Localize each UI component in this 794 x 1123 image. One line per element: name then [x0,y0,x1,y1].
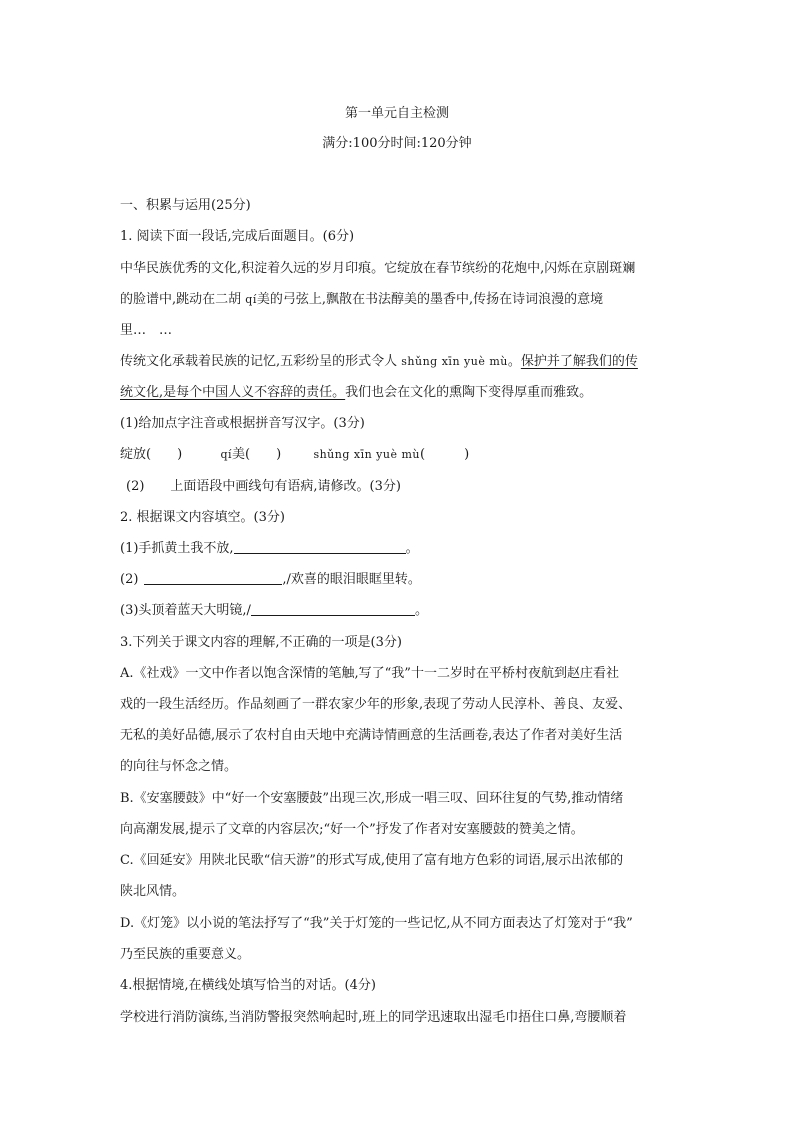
pinyin: qí [220,448,232,461]
page-subtitle: 满分:100分时间:120分钟 [322,136,472,151]
q3-option-a: 的向往与怀念之情。 [120,759,238,774]
q2-line [120,601,680,621]
q1-heading: 1. 阅读下面一段话,完成后面题目。(6分) [120,229,355,244]
q3-option-d: D.《灯笼》以小说的笔法抒写了“我”关于灯笼的一些记忆,从不同方面表达了灯笼对于“我” [120,916,633,931]
q3-option-a: 无私的美好品德,展示了农村自由天地中充满诗情画意的生活画卷,表达了作者对美好生活 [120,728,623,743]
q3-option-a: A.《社戏》一文中作者以饱含深情的笔触,写了“我”十一二岁时在平桥村夜航到赵庄看社 [120,666,619,681]
text: 我们也会在文化的熏陶下变得厚重而雅致。 [345,385,593,400]
text: (3)头顶着蓝天大明镜,/ [120,603,251,618]
q1-paragraph-line: 里… … [120,323,173,338]
fill-blank[interactable] [144,570,282,585]
text: 美的弓弦上,飘散在书法醇美的墨香中,传扬在诗词浪漫的意境 [256,292,604,307]
sub2-text: 上面语段中画线句有语病,请修改。(3分) [170,479,401,494]
q2-heading: 2. 根据课文内容填空。(3分) [120,510,285,525]
pinyin: shǔng xīn yuè mù [313,448,420,461]
text: (2) [120,572,139,587]
q1-answer-line [120,445,680,465]
q3-option-c: C.《回延安》用陕北民歌“信天游”的形式写成,使用了富有地方色彩的词语,展示出浓郁的 [120,853,624,868]
text: 传统文化承载着民族的记忆,五彩纷呈的形式令人 [120,354,398,369]
q3-option-a: 戏的一段生活经历。作品刻画了一群农家少年的形象,表现了劳动人民淳朴、善良、友爱、 [120,697,632,712]
q1-paragraph-line [120,383,680,403]
text: 。 [414,603,428,618]
text: 。 [405,541,419,556]
fill-blank[interactable] [251,601,415,616]
answer-a: 绽放( ) [120,447,183,462]
q3-heading: 3.下列关于课文内容的理解,不正确的一项是(3分) [120,635,402,650]
text: 的脸谱中,跳动在二胡 [120,292,242,307]
q3-option-d: 乃至民族的重要意义。 [120,947,251,962]
q1-paragraph-line [120,290,680,310]
underlined-sentence: 保护并了解我们的传 [520,354,638,369]
q3-option-b: B.《安塞腰鼓》中“好一个安塞腰鼓”出现三次,形成一唱三叹、回环往复的气势,推动情绪 [120,791,624,806]
section-heading: 一、积累与运用(25分) [120,198,251,213]
page-title: 第一单元自主检测 [344,106,449,121]
sub2-number: (2) [126,479,145,494]
q1-sub2 [120,477,680,497]
text: (1)手抓黄土我不放, [120,541,234,556]
pinyin: qí [245,293,257,306]
pinyin: shǔng xīn yuè mù [401,355,508,368]
answer-c: ( ) [420,447,470,462]
text: ,/欢喜的眼泪眼眶里转。 [282,572,421,587]
q1-sub1: (1)给加点字注音或根据拼音写汉字。(3分) [120,416,365,431]
q2-line [120,570,680,590]
q3-option-c: 陕北风情。 [120,884,186,899]
answer-b: 美( ) [232,447,282,462]
q4-heading: 4.根据情境,在横线处填写恰当的对话。(4分) [120,978,376,993]
q1-paragraph-line: 中华民族优秀的文化,积淀着久远的岁月印痕。它绽放在春节缤纷的花炮中,闪烁在京剧斑斓 [120,261,636,276]
q3-option-b: 向高潮发展,提示了文章的内容层次;“好一个”抒发了作者对安塞腰鼓的赞美之情。 [120,822,584,837]
q1-paragraph-line [120,352,680,372]
text: 。 [507,354,521,369]
q2-line [120,539,680,559]
underlined-sentence: 统文化,是每个中国人义不容辞的责任。 [120,385,346,400]
q4-scenario-line: 学校进行消防演练,当消防警报突然响起时,班上的同学迅速取出湿毛巾捂住口鼻,弯腰顺着 [120,1010,627,1025]
fill-blank[interactable] [234,539,406,554]
